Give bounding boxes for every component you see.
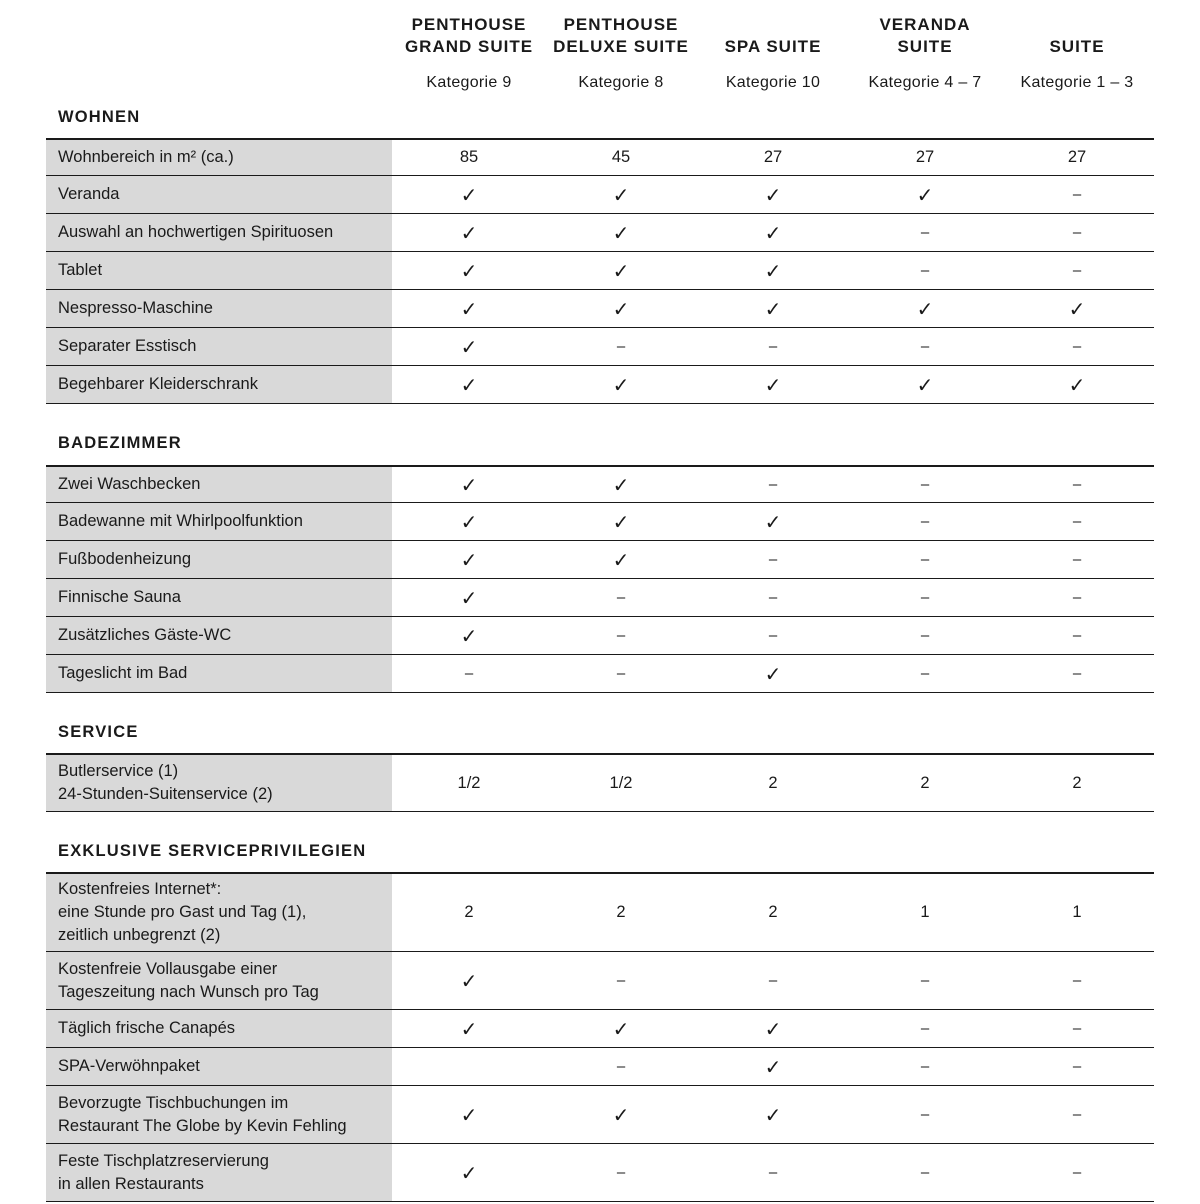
check-icon: ✓ bbox=[612, 372, 630, 397]
check-icon: ✓ bbox=[460, 1160, 478, 1185]
row-label-cell bbox=[46, 290, 392, 327]
dash-cell: – bbox=[768, 1164, 778, 1181]
dash-cell: – bbox=[616, 589, 626, 606]
dash-cell: – bbox=[768, 589, 778, 606]
dash-cell: – bbox=[616, 338, 626, 355]
dash-cell: – bbox=[920, 262, 930, 279]
row-label-cell bbox=[46, 755, 392, 811]
dash-cell: – bbox=[1072, 262, 1082, 279]
column-name: SPA SUITE bbox=[724, 37, 822, 56]
column-header-5 bbox=[1001, 14, 1153, 94]
table-row bbox=[46, 252, 1154, 290]
row-label: Butlerservice (1) 24-Stunden-Suitenservice (2) bbox=[58, 762, 273, 803]
row-label-cell bbox=[46, 252, 392, 289]
row-label-cell bbox=[46, 1086, 392, 1143]
row-label: Finnische Sauna bbox=[58, 588, 181, 606]
dash-cell: – bbox=[1072, 1020, 1082, 1037]
column-name: SUITE bbox=[1049, 37, 1105, 56]
row-label: Tageslicht im Bad bbox=[58, 664, 188, 682]
table-row bbox=[46, 366, 1154, 404]
check-icon: ✓ bbox=[460, 547, 478, 572]
check-icon: ✓ bbox=[916, 296, 934, 321]
value-cell: 1/2 bbox=[457, 773, 481, 792]
column-header-2 bbox=[545, 14, 697, 94]
table-row bbox=[46, 1010, 1154, 1048]
check-icon: ✓ bbox=[460, 472, 478, 497]
check-icon: ✓ bbox=[460, 585, 478, 610]
row-label: Feste Tischplatzreservierung in allen Restaurants bbox=[58, 1151, 269, 1193]
row-label-cell bbox=[46, 1010, 392, 1047]
value-cell: 1 bbox=[920, 903, 930, 921]
check-icon: ✓ bbox=[764, 509, 782, 534]
dash-cell: – bbox=[768, 476, 778, 493]
dash-cell: – bbox=[768, 338, 778, 355]
table-row bbox=[46, 503, 1154, 541]
row-label: Kostenfreie Vollausgabe einer Tageszeitung nach Wunsch pro Tag bbox=[58, 959, 319, 1001]
check-icon: ✓ bbox=[612, 296, 630, 321]
section-title: EXKLUSIVE SERVICEPRIVILEGIEN bbox=[58, 842, 367, 860]
check-icon: ✓ bbox=[460, 509, 478, 534]
table-row bbox=[46, 579, 1154, 617]
column-category: Kategorie 4 – 7 bbox=[868, 74, 982, 91]
dash-cell: – bbox=[920, 476, 930, 493]
check-icon: ✓ bbox=[764, 296, 782, 321]
row-label-cell bbox=[46, 1144, 392, 1201]
check-icon: ✓ bbox=[460, 220, 478, 245]
dash-cell: – bbox=[464, 665, 474, 682]
check-icon: ✓ bbox=[612, 258, 630, 283]
value-cell: 27 bbox=[1067, 148, 1087, 166]
column-category: Kategorie 1 – 3 bbox=[1020, 74, 1134, 91]
table-row bbox=[46, 214, 1154, 252]
dash-cell: – bbox=[1072, 972, 1082, 989]
dash-cell: – bbox=[1072, 551, 1082, 568]
section-title: SERVICE bbox=[58, 723, 139, 741]
table-row bbox=[46, 655, 1154, 693]
dash-cell: – bbox=[1072, 1106, 1082, 1123]
check-icon: ✓ bbox=[764, 1054, 782, 1079]
dash-cell: – bbox=[616, 1058, 626, 1075]
table-row bbox=[46, 176, 1154, 214]
table-row bbox=[46, 1048, 1154, 1086]
check-icon: ✓ bbox=[612, 1016, 630, 1041]
check-icon: ✓ bbox=[612, 472, 630, 497]
dash-cell: – bbox=[1072, 224, 1082, 241]
column-category: Kategorie 8 bbox=[578, 74, 664, 91]
row-label: Auswahl an hochwertigen Spirituosen bbox=[58, 223, 334, 241]
dash-cell: – bbox=[616, 1164, 626, 1181]
value-cell: 27 bbox=[763, 148, 783, 166]
dash-cell: – bbox=[1072, 1164, 1082, 1181]
dash-cell: – bbox=[768, 627, 778, 644]
dash-cell: – bbox=[920, 513, 930, 530]
column-header-row bbox=[0, 0, 1200, 110]
check-icon: ✓ bbox=[612, 220, 630, 245]
row-label: SPA-Verwöhnpaket bbox=[58, 1057, 200, 1075]
column-name: VERANDA SUITE bbox=[879, 15, 971, 56]
row-label: Begehbarer Kleiderschrank bbox=[58, 375, 258, 393]
dash-cell: – bbox=[1072, 665, 1082, 682]
dash-cell: – bbox=[768, 972, 778, 989]
check-icon: ✓ bbox=[764, 1102, 782, 1127]
dash-cell: – bbox=[1072, 627, 1082, 644]
row-label-cell bbox=[46, 579, 392, 616]
dash-cell: – bbox=[920, 1058, 930, 1075]
check-icon: ✓ bbox=[460, 1102, 478, 1127]
row-label-cell bbox=[46, 952, 392, 1009]
row-label-cell bbox=[46, 176, 392, 213]
dash-cell: – bbox=[768, 551, 778, 568]
dash-cell: – bbox=[920, 224, 930, 241]
column-header-4 bbox=[849, 14, 1001, 94]
value-cell: 2 bbox=[920, 773, 930, 792]
row-label-cell bbox=[46, 874, 392, 951]
check-icon: ✓ bbox=[916, 372, 934, 397]
row-label: Bevorzugte Tischbuchungen im Restaurant The Globe by Kevin Fehling bbox=[58, 1093, 347, 1135]
column-name: PENTHOUSE GRAND SUITE bbox=[404, 15, 534, 56]
column-header-1 bbox=[393, 14, 545, 94]
check-icon: ✓ bbox=[460, 372, 478, 397]
row-label: Täglich frische Canapés bbox=[58, 1019, 236, 1037]
row-label: Tablet bbox=[58, 261, 103, 279]
dash-cell: – bbox=[920, 1020, 930, 1037]
check-icon: ✓ bbox=[612, 182, 630, 207]
check-icon: ✓ bbox=[612, 1102, 630, 1127]
dash-cell: – bbox=[1072, 513, 1082, 530]
check-icon: ✓ bbox=[460, 968, 478, 993]
dash-cell: – bbox=[1072, 1058, 1082, 1075]
value-cell: 1 bbox=[1072, 903, 1082, 921]
value-cell: 2 bbox=[768, 773, 778, 792]
check-icon: ✓ bbox=[460, 623, 478, 648]
row-label: Nespresso-Maschine bbox=[58, 299, 213, 317]
check-icon: ✓ bbox=[460, 1016, 478, 1041]
table-row bbox=[46, 290, 1154, 328]
table-row bbox=[46, 541, 1154, 579]
check-icon: ✓ bbox=[764, 220, 782, 245]
row-label: Veranda bbox=[58, 185, 120, 203]
row-label: Separater Esstisch bbox=[58, 337, 197, 355]
value-cell: 2 bbox=[1072, 773, 1082, 792]
value-cell: 1/2 bbox=[609, 773, 633, 792]
table-row bbox=[46, 465, 1154, 503]
value-cell: 2 bbox=[464, 903, 474, 921]
row-label-cell bbox=[46, 140, 392, 175]
dash-cell: – bbox=[616, 665, 626, 682]
table-row bbox=[46, 328, 1154, 366]
dash-cell: – bbox=[920, 627, 930, 644]
value-cell: 2 bbox=[616, 903, 626, 921]
row-label: Zusätzliches Gäste-WC bbox=[58, 626, 232, 644]
table-row bbox=[46, 138, 1154, 176]
value-cell: 45 bbox=[611, 148, 631, 166]
row-label: Badewanne mit Whirlpoolfunktion bbox=[58, 512, 303, 530]
value-cell: 27 bbox=[915, 148, 935, 166]
value-cell: 85 bbox=[459, 148, 479, 166]
dash-cell: – bbox=[920, 338, 930, 355]
row-label: Kostenfreies Internet*: eine Stunde pro Gast und Tag (1), zeitlich unbegrenzt (2) bbox=[58, 880, 307, 944]
dash-cell: – bbox=[920, 589, 930, 606]
dash-cell: – bbox=[1072, 338, 1082, 355]
value-cell: 2 bbox=[768, 903, 778, 921]
row-label-cell bbox=[46, 467, 392, 502]
dash-cell: – bbox=[920, 972, 930, 989]
table-row bbox=[46, 617, 1154, 655]
row-label-cell bbox=[46, 328, 392, 365]
column-category: Kategorie 10 bbox=[725, 74, 821, 91]
column-header-3 bbox=[697, 14, 849, 94]
dash-cell: – bbox=[920, 1164, 930, 1181]
row-label: Wohnbereich in m² (ca.) bbox=[58, 148, 234, 166]
check-icon: ✓ bbox=[460, 258, 478, 283]
check-icon: ✓ bbox=[460, 182, 478, 207]
dash-cell: – bbox=[920, 1106, 930, 1123]
check-icon: ✓ bbox=[764, 258, 782, 283]
check-icon: ✓ bbox=[764, 372, 782, 397]
row-label-cell bbox=[46, 503, 392, 540]
check-icon: ✓ bbox=[460, 334, 478, 359]
row-label-cell bbox=[46, 366, 392, 403]
row-label-cell bbox=[46, 617, 392, 654]
table-row bbox=[46, 1144, 1154, 1202]
check-icon: ✓ bbox=[764, 1016, 782, 1041]
dash-cell: – bbox=[616, 627, 626, 644]
row-label-cell bbox=[46, 214, 392, 251]
check-icon: ✓ bbox=[764, 182, 782, 207]
table-row bbox=[46, 753, 1154, 812]
row-label-cell bbox=[46, 541, 392, 578]
row-label: Zwei Waschbecken bbox=[58, 475, 201, 493]
check-icon: ✓ bbox=[460, 296, 478, 321]
dash-cell: – bbox=[1072, 186, 1082, 203]
dash-cell: – bbox=[1072, 589, 1082, 606]
check-icon: ✓ bbox=[916, 182, 934, 207]
table-row bbox=[46, 1086, 1154, 1144]
value-cell bbox=[393, 1048, 545, 1085]
row-label-cell bbox=[46, 1048, 392, 1085]
dash-cell: – bbox=[920, 665, 930, 682]
row-label-cell bbox=[46, 655, 392, 692]
section-title: BADEZIMMER bbox=[58, 434, 182, 452]
check-icon: ✓ bbox=[1068, 296, 1086, 321]
dash-cell: – bbox=[920, 551, 930, 568]
table-row bbox=[46, 952, 1154, 1010]
column-category: Kategorie 9 bbox=[426, 74, 512, 91]
dash-cell: – bbox=[616, 972, 626, 989]
table-row bbox=[46, 872, 1154, 952]
row-label: Fußbodenheizung bbox=[58, 550, 192, 568]
check-icon: ✓ bbox=[612, 509, 630, 534]
check-icon: ✓ bbox=[612, 547, 630, 572]
check-icon: ✓ bbox=[1068, 372, 1086, 397]
check-icon: ✓ bbox=[764, 661, 782, 686]
section-title: WOHNEN bbox=[58, 108, 141, 126]
dash-cell: – bbox=[1072, 476, 1082, 493]
column-name: PENTHOUSE DELUXE SUITE bbox=[553, 15, 689, 56]
